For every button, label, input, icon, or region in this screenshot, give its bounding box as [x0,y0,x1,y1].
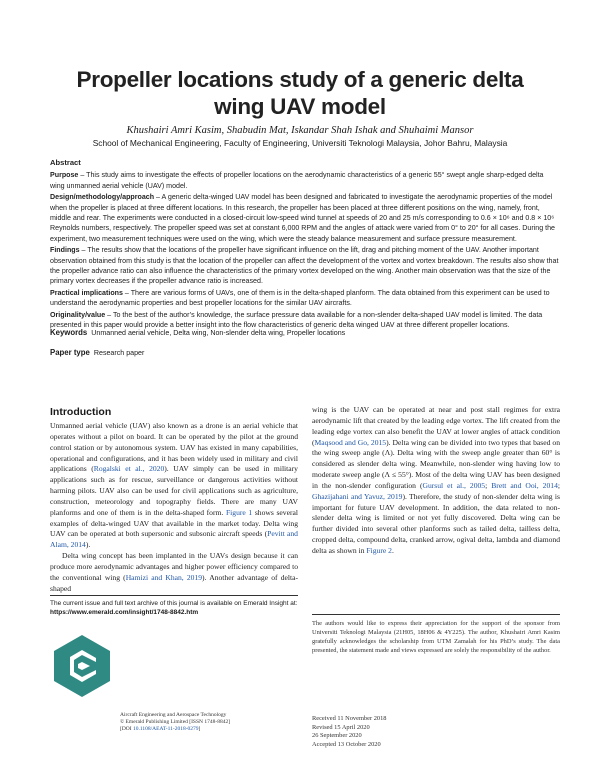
citation-link[interactable]: Hamizi and Khan, 2019 [125,572,203,582]
note-text: The current issue and full text archive of this journal is available on Emerald Insight at: [50,600,298,607]
text-run: . [391,545,394,555]
citation-link[interactable]: Ghazijahani and Yavuz, 2019 [312,491,403,501]
abstract-findings [50,245,560,287]
intro-paragraph-1 [50,421,298,551]
text-run: ). Therefore, the study of non-slender delta wing is important for future UAV development. In addition, the data related to non-slender delta wing is limited or not yet fully discovered. Delta wing can be further divided into several other planforms such as tailed delta, tailless delta, cropped delta, compound delta, cranked arrow, ogival delta, lambda and diamond delta as shown in [312,491,560,555]
journal-name: Aircraft Engineering and Aerospace Technology [120,712,227,718]
originality-text: – To the best of the author’s knowledge, the surface pressure data available for a non-slender delta-shaped UAV model is limited. The data presented in this paper would provide a better insight into the flow characteristics of generic delta winged UAV at three different propeller locations. [50,310,543,330]
citation-link[interactable]: Maqsood and Go, 2015 [314,437,387,447]
journal-doi [120,726,230,733]
design-text: – A generic delta-winged UAV model has been designed and fabricated to investigate the aerodynamic properties of the model when the propeller is placed at three different locations. In this research, the propeller has been placed at three different positions on the wing, namely, front, middle and rear. The experiments were conducted in a closed-circuit low-speed wind tunnel at speeds of 20 and 25 m/s corresponding to 0.6 × 10⁶ and 0.8 × 10⁶ Reynolds numbers, respectively. The propeller speed was set at constant 6,000 RPM and the angles of attack were varied from 0° to 20° for all cases. During the experiment, two measurement techniques were used on the wing, which were the steady balance measurement and surface pressure measurement. [50,193,555,243]
text-run: Delta wing concept has been implanted in the UAVs design because it can produce more aerodynamic advantages and higher power efficiency compared to the conventional wing ( [50,551,298,582]
citation-link[interactable]: Rogalski et al., 2020 [93,464,165,474]
doi-suffix: ] [198,726,201,732]
introduction-heading: Introduction [50,406,112,418]
footnote-divider [50,595,298,596]
paper-type [50,348,144,357]
keywords-text: Unmanned aerial vehicle, Delta wing, Non-slender delta wing, Propeller locations [91,329,346,337]
intro-paragraph-2 [50,551,298,594]
paper-type-text: Research paper [93,349,145,357]
abstract-practical [50,288,560,309]
text-run: ). Delta wing can be divided into two types that based on the wing sweep angle (Λ). Delta wing with the sweep angle greater than 60° is considered as slender delta wing. Meanwhile, non-slender wing having low to moderate sweep angle (Λ ≤ 55°). Most of the delta wing UAV has been designed in the non-slender configuration ( [312,437,560,490]
citation-link[interactable]: Brett and Ooi, 2014 [491,480,558,490]
text-run: ; [557,480,560,490]
keywords [50,328,345,337]
text-run: wing is the UAV can be operated at near and post stall regimes for extra aerodynamic lift that created by the leading edge vortex. The lift created from the leading edge vortex can also benefit the UAV at lower angles of attack condition ( [312,405,560,447]
text-run: ; [485,480,492,490]
abstract [50,158,560,332]
practical-text: – There are various forms of UAVs, one of them is in the delta-shaped planform. The data obtained from this experiment can be used to understand the aerodynamic properties and best propeller locations for the similar UAV aircrafts. [50,288,550,308]
article-dates [312,715,386,749]
date-received: Received 11 November 2018 [312,715,387,722]
practical-label: Practical implications [50,288,123,297]
abstract-heading: Abstract [50,158,81,167]
column-right [312,405,560,557]
text-run: ). Another advantage of delta-shaped [50,572,298,593]
date-revised-2: 26 September 2020 [312,732,362,740]
figure-link[interactable]: Figure 2 [366,545,392,555]
purpose-text: – This study aims to investigate the effects of propeller locations on the aerodynamic characteristics of a generic 55° swept angle sharp-edged delta wing unmanned aerial vehicle (UAV) model. [50,171,544,190]
journal-info [120,712,230,733]
text-run: ). [85,540,91,550]
abstract-design [50,192,560,244]
title-line-2: wing UAV model [214,94,386,119]
doi-link[interactable]: 10.1108/AEAT-11-2018-0279 [132,726,199,732]
date-revised-1: Revised 15 April 2020 [312,723,370,731]
paper-title [40,66,560,120]
journal-archive-note [50,599,298,617]
doi-prefix: [DOI [120,726,133,732]
citation-link[interactable]: Gursul et al., 2005 [422,480,486,490]
authors: Khushairi Amri Kasim, Shabudin Mat, Iskandar Shah Ishak and Shuhaimi Mansor [126,125,474,136]
keywords-label: Keywords [50,328,88,337]
purpose-label: Purpose [50,171,79,180]
findings-text: – The results show that the locations of the propeller have significant influence on the lift, drag and pitching moment of the UAV. Another important observation obtained from this study is that the location of the propeller can affect the development of the vortex and vortex breakdown. The results also show that the propeller advance ratio can also influence the characteristics of the primary vortex developed on the wing. Another main observation was that the size of the primary vortex decreases if the propeller advance ratio is increased. [50,246,559,286]
emerald-logo-icon [50,631,120,701]
originality-label: Originality/value [50,310,106,319]
findings-label: Findings [50,246,80,255]
design-label: Design/methodology/approach [50,193,155,202]
affiliation: School of Mechanical Engineering, Faculty of Engineering, Universiti Teknologi Malaysia, Johor Bahru, Malaysia [92,138,508,148]
date-accepted: Accepted 13 October 2020 [312,740,381,748]
column-left [50,421,298,595]
text-run: Unmanned aerial vehicle (UAV) also known as a drone is an aerial vehicle that operates without a pilot on board. It can be operated by the pilot at the ground control station or by autonomous system. UAV has existed in many capabilities, operational and configurations, and it has been widely used in military and civil applications ( [50,421,298,474]
text-run: shows several examples of delta-winged UAV that available in the market today. Delta wing UAV can be operated at both supersonic and subsonic aircraft speeds ( [50,507,298,539]
figure-link[interactable]: Figure 1 [225,507,253,517]
title-line-1: Propeller locations study of a generic delta [76,67,524,92]
journal-issn: © Emerald Publishing Limited [ISSN 1748-8842] [120,719,231,725]
paper-type-label: Paper type [50,348,90,357]
archive-url[interactable]: https://www.emerald.com/insight/1748-8842.htm [50,609,199,616]
text-run: ). UAV simply can be used in military applications such as for rescue, surveillance or dangerous activities without harming pilots. UAV also can be used for civil applications such as agriculture, construction, meteorology and topography fields. There are many UAV planforms and one of them is in the delta-shaped form. [50,464,298,517]
acknowledgement: The authors would like to express their appreciation for the support of the sponsor from Universiti Teknologi Malaysia (21H05, 18H06 & 4Y225). The author, Khushairi Amri Kasim gratefully acknowledges the scholarship from UTM Zamalah for his PhD’s study. The data presented, the statement made and views expressed are solely the responsibility of the author. [312,614,560,655]
abstract-purpose [50,170,560,191]
intro-paragraph-3 [312,405,560,557]
citation-link[interactable]: Pevitt and Alam, 2014 [50,529,298,550]
